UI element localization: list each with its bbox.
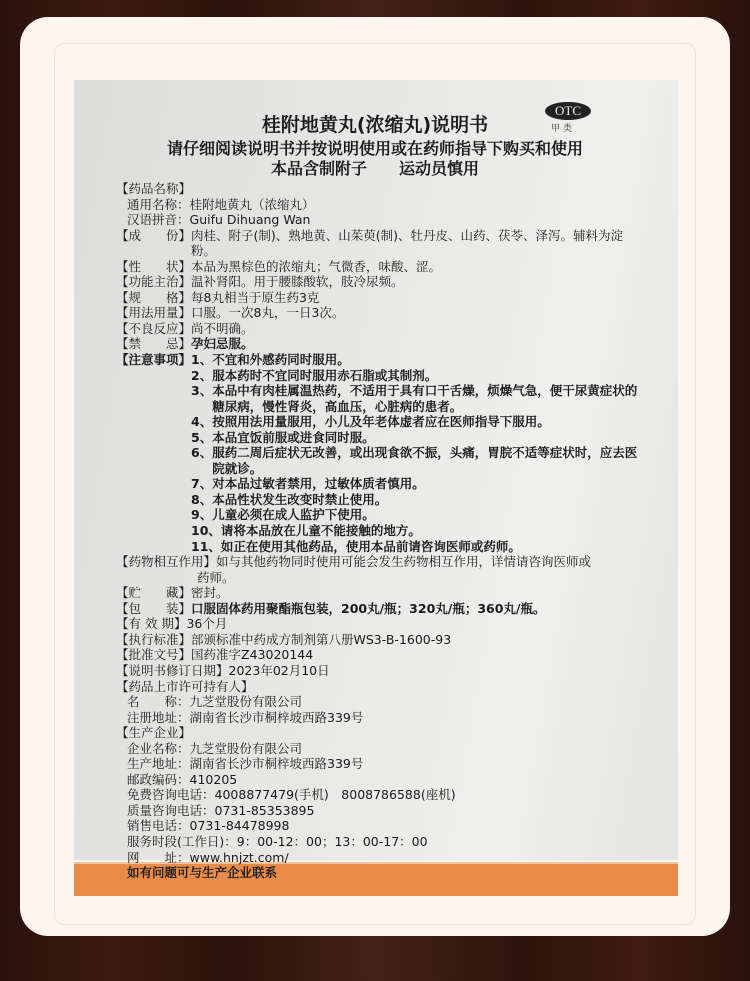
- precaution-item: [191, 383, 646, 414]
- field-value: 国药准字Z43020144: [191, 647, 314, 663]
- item-text: 对本品过敏者禁用，过敏体质者慎用。: [212, 476, 425, 492]
- field-row: [116, 274, 646, 290]
- field-label: 【性 状】: [116, 258, 192, 274]
- field-label: 质量咨询电话：: [127, 802, 215, 818]
- field-value: 0731-85353895: [214, 802, 315, 818]
- field-row: [116, 632, 646, 648]
- precaution-item: [191, 445, 646, 476]
- field-row: [116, 259, 646, 275]
- field-value: 部颁标准中药成方制剂第八册WS3-B-1600-93: [191, 631, 452, 647]
- item-text: 如正在使用其他药品，使用本品前请咨询医师或药师。: [220, 538, 521, 554]
- field-value: 0731-84478998: [189, 818, 290, 834]
- manufacturer-row: [116, 772, 646, 788]
- item-text: 本品宜饭前服或进食同时服。: [212, 429, 375, 445]
- field-value: 湖南省长沙市桐梓坡西路339号: [189, 756, 364, 772]
- item-text: 儿童必须在成人监护下使用。: [212, 507, 375, 523]
- interaction-row: [116, 554, 646, 570]
- field-label: 企业名称：: [127, 740, 190, 756]
- field-row: [116, 228, 646, 259]
- otc-class: 甲类: [551, 124, 576, 134]
- generic-name-row: [116, 197, 646, 213]
- field-label: 【批准文号】: [116, 647, 192, 663]
- field-value: 36个月: [186, 616, 228, 632]
- field-row: [116, 663, 646, 679]
- interaction-cont: [116, 570, 646, 586]
- item-number: 10、: [191, 523, 221, 539]
- item-number: 8、: [191, 491, 213, 507]
- field-value: 九芝堂股份有限公司: [189, 694, 303, 710]
- field-label: 【禁 忌】: [116, 336, 192, 352]
- otc-badge: OTC: [545, 102, 591, 120]
- field-row: [116, 585, 646, 601]
- pinyin-row: [116, 212, 646, 228]
- holder-group: [116, 694, 646, 725]
- field-value: 湖南省长沙市桐梓坡西路339号: [189, 709, 364, 725]
- precaution-item: [191, 507, 646, 523]
- field-label: 【成 份】: [116, 227, 192, 243]
- warning-line: 本品含制附子 运动员慎用: [270, 159, 479, 178]
- field-value: 温补肾阳。用于腰膝酸软，肢冷尿频。: [191, 274, 404, 290]
- field-value: 桂附地黄丸（浓缩丸）: [189, 196, 315, 212]
- field-label: 通用名称：: [127, 196, 190, 212]
- field-value: 药师。: [197, 569, 235, 585]
- field-label: 【规 格】: [116, 289, 192, 305]
- item-text: 请将本品放在儿童不能接触的地方。: [220, 523, 421, 539]
- field-row: [116, 647, 646, 663]
- item-number: 5、: [191, 429, 213, 445]
- precaution-item: [191, 492, 646, 508]
- document-body: [116, 181, 646, 881]
- drug-name-heading: [116, 181, 646, 197]
- item-text: 服药二周后症状无改善，或出现食欲不振，头痛，胃脘不适等症状时，应去医院就诊。: [212, 445, 638, 476]
- field-label: 生产地址：: [127, 756, 190, 772]
- field-value: 每8丸相当于原生药3克: [191, 289, 320, 305]
- field-value: 410205: [189, 771, 238, 787]
- field-value: 口服固体药用聚酯瓶包装，200丸/瓶；320丸/瓶；360丸/瓶。: [191, 600, 546, 616]
- item-text: 本品中有肉桂属温热药，不适用于具有口干舌燥，烦燥气急，便干尿黄症状的糖尿病，慢性肾炎，高血压，心脏病的患者。: [212, 383, 638, 414]
- precaution-item: [191, 352, 646, 368]
- manufacturer-row: [116, 756, 646, 772]
- subtitle: 请仔细阅读说明书并按说明使用或在药师指导下购买和使用: [166, 139, 583, 158]
- item-number: 1、: [191, 352, 213, 368]
- manufacturer-heading: [116, 725, 646, 741]
- section-heading: 【生产企业】: [116, 725, 192, 741]
- fields-group: [116, 228, 646, 352]
- manufacturer-row: [116, 803, 646, 819]
- manufacturer-row: [116, 834, 646, 850]
- item-number: 2、: [191, 367, 213, 383]
- holder-heading: [116, 679, 646, 695]
- manufacturer-row: [116, 741, 646, 757]
- precaution-item: [191, 476, 646, 492]
- field-label: 【有 效 期】: [116, 616, 187, 632]
- item-text: 服本药时不宜同时服用赤石脂或其制剂。: [212, 367, 438, 383]
- holder-row: [116, 694, 646, 710]
- field-row: [116, 336, 646, 352]
- field-row: [116, 616, 646, 632]
- field-value: 口服。一次8丸，一日3次。: [191, 305, 345, 321]
- field-value: www.hnjzt.com/: [189, 849, 289, 865]
- holder-row: [116, 710, 646, 726]
- field-label: 邮政编码：: [127, 771, 190, 787]
- document-title: 桂附地黄丸(浓缩丸)说明书: [261, 114, 489, 136]
- field-label: 【说明书修订日期】: [116, 662, 229, 678]
- item-number: 11、: [191, 538, 221, 554]
- field-row: [116, 305, 646, 321]
- precaution-item: [191, 368, 646, 384]
- section-heading: 【药品上市许可持有人】: [116, 678, 254, 694]
- field-label: 免费咨询电话：: [127, 787, 215, 803]
- field-label: 【功能主治】: [116, 274, 192, 290]
- item-text: 本品性状发生改变时禁止使用。: [212, 491, 388, 507]
- field-row: [116, 321, 646, 337]
- field-value: 九芝堂股份有限公司: [189, 740, 303, 756]
- field-value: 尚不明确。: [191, 320, 254, 336]
- field-value: 9：00-12：00；13：00-17：00: [236, 833, 428, 849]
- field-value: 2023年02月10日: [228, 662, 330, 678]
- field-value: 4008877479(手机) 8008786588(座机): [214, 787, 456, 803]
- field-label: 【不良反应】: [116, 320, 192, 336]
- contact-footer: [116, 865, 646, 881]
- section-heading: 【药品名称】: [116, 181, 192, 196]
- field-label: 【药物相互作用】: [116, 554, 217, 570]
- field-label: 名 称：: [127, 694, 190, 710]
- field-label: 网 址：: [127, 849, 190, 865]
- field-value: 肉桂、附子(制)、熟地黄、山茱萸(制)、牡丹皮、山药、茯苓、泽泻。辅料为淀粉。: [191, 227, 624, 259]
- precaution-item: [191, 414, 646, 430]
- item-text: 不宜和外感药同时服用。: [212, 352, 350, 368]
- field-value: 孕妇忌服。: [191, 336, 254, 352]
- fields-group: [116, 585, 646, 678]
- field-label: 【执行标准】: [116, 631, 192, 647]
- item-number: 9、: [191, 507, 213, 523]
- manufacturer-row: [116, 850, 646, 866]
- precautions-heading: 【注意事项】: [116, 352, 192, 368]
- field-label: 【包 装】: [116, 600, 192, 616]
- manufacturer-group: [116, 741, 646, 865]
- field-value: 密封。: [191, 585, 229, 601]
- field-label: 汉语拼音：: [127, 212, 190, 228]
- item-number: 3、: [191, 383, 213, 399]
- footer-text: 如有问题可与生产企业联系: [127, 865, 278, 881]
- field-label: 【贮 藏】: [116, 585, 192, 601]
- field-label: 【用法用量】: [116, 305, 192, 321]
- precaution-item: [191, 430, 646, 446]
- manufacturer-row: [116, 787, 646, 803]
- item-text: 按照用法用量服用，小儿及年老体虚者应在医师指导下服用。: [212, 414, 550, 430]
- field-row: [116, 290, 646, 306]
- field-label: 销售电话：: [127, 818, 190, 834]
- manufacturer-row: [116, 818, 646, 834]
- field-label: 注册地址：: [127, 709, 190, 725]
- item-number: 6、: [191, 445, 213, 461]
- precautions-section: [116, 352, 646, 554]
- precaution-item: [191, 523, 646, 539]
- field-label: 服务时段(工作日)：: [127, 833, 237, 849]
- precautions-list: [191, 352, 646, 554]
- item-number: 4、: [191, 414, 213, 430]
- precaution-item: [191, 539, 646, 555]
- field-value: 本品为黑棕色的浓缩丸；气微香，味酸、涩。: [191, 258, 442, 274]
- field-row: [116, 601, 646, 617]
- field-value: Guifu Dihuang Wan: [189, 212, 311, 228]
- field-value: 如与其他药物同时使用可能会发生药物相互作用，详情请咨询医师或: [216, 554, 592, 570]
- item-number: 7、: [191, 476, 213, 492]
